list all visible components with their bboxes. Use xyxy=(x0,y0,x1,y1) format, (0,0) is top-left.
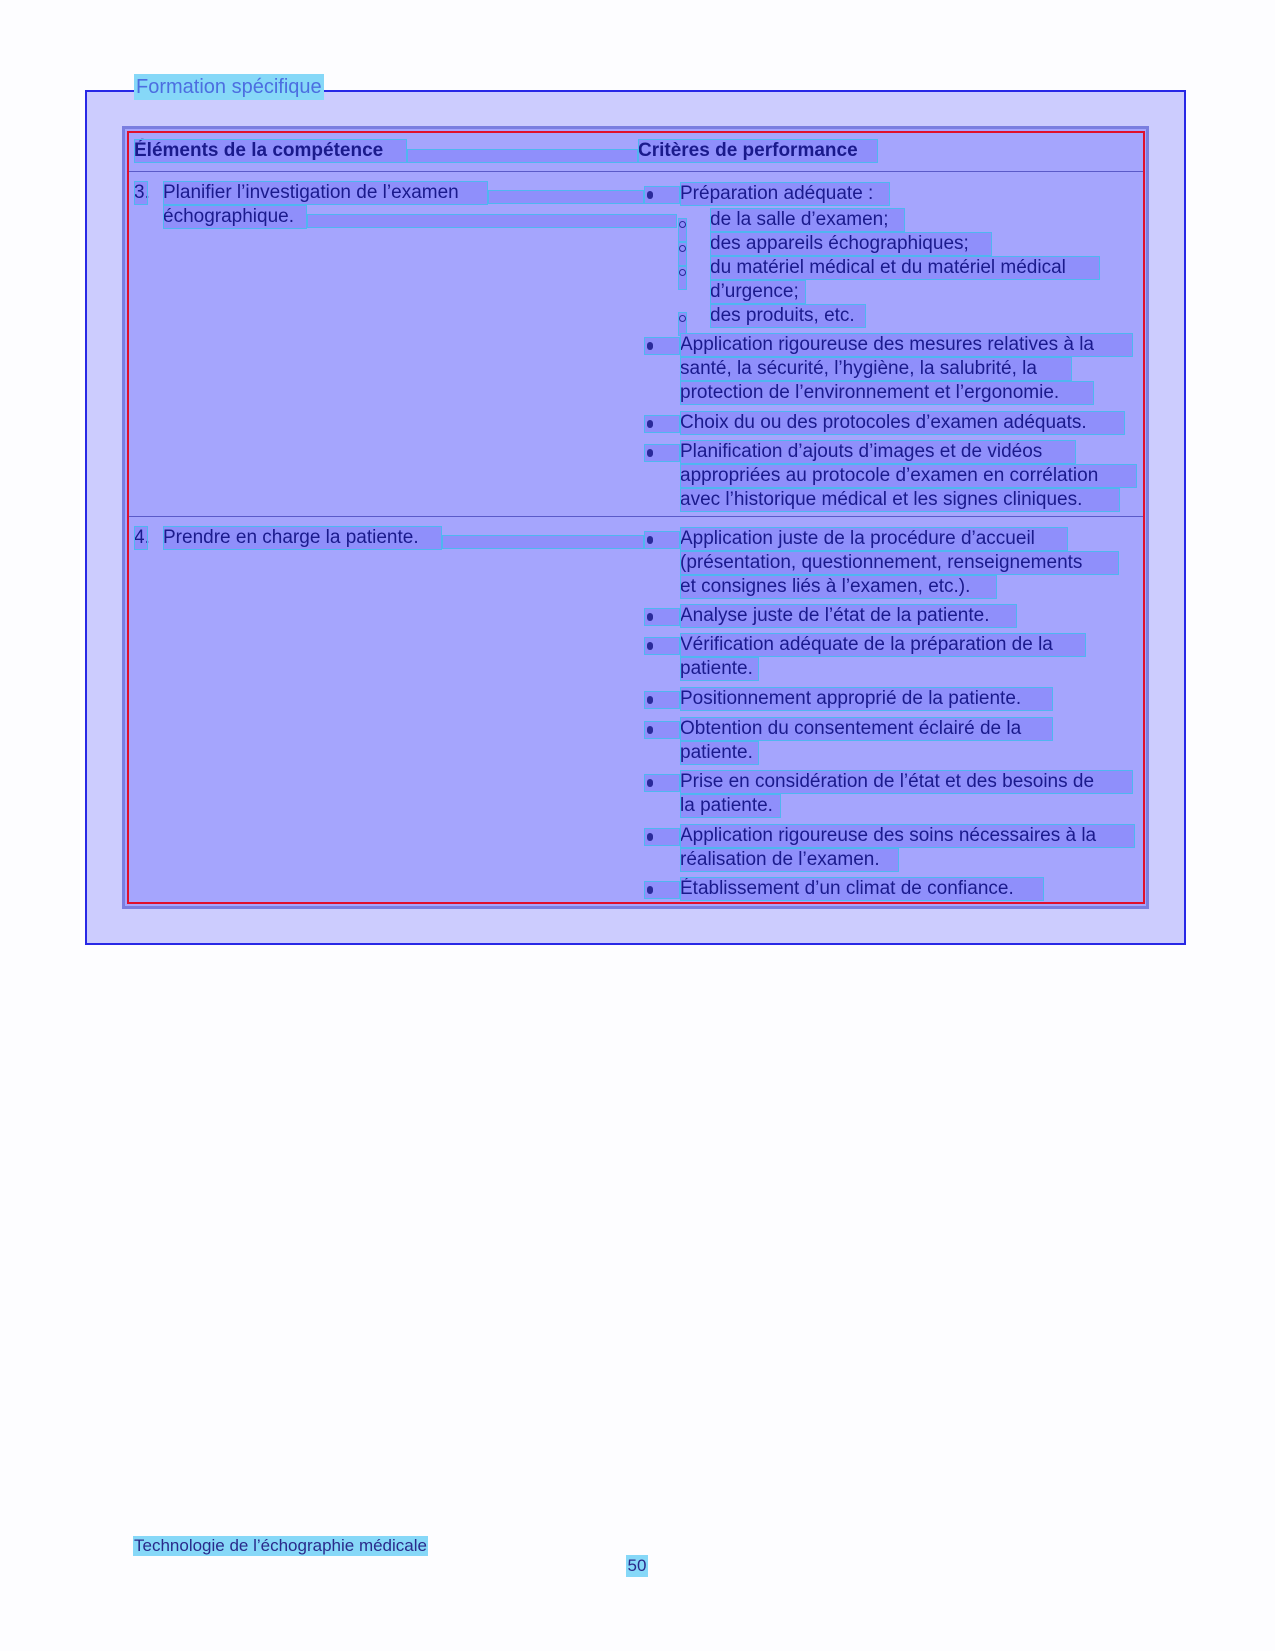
criterion-text: Application juste de la procédure d’accueil xyxy=(680,527,1068,551)
sub-item-text: des appareils échographiques; xyxy=(710,232,992,256)
criterion-text: appropriées au protocole d’examen en corrélation xyxy=(680,464,1137,488)
criterion-text: (présentation, questionnement, renseignements xyxy=(680,551,1119,575)
criterion-text: réalisation de l’examen. xyxy=(680,848,899,872)
criterion-text: et consignes liés à l’examen, etc.). xyxy=(680,575,997,599)
row-divider xyxy=(129,516,1143,517)
bullet-icon xyxy=(644,444,680,462)
col-header-elements: Éléments de la compétence xyxy=(134,139,407,163)
sub-item-text: des produits, etc. xyxy=(710,304,866,328)
element-text: échographique. xyxy=(163,205,307,229)
criterion-text: Prise en considération de l’état et des besoins de xyxy=(680,770,1133,794)
criterion-text: patiente. xyxy=(680,657,759,681)
element-text: Prendre en charge la patiente. xyxy=(163,526,442,550)
bullet-icon xyxy=(644,721,680,739)
sub-bullet-icon xyxy=(678,266,687,290)
sub-bullet-icon xyxy=(678,218,687,242)
bullet-icon xyxy=(644,608,680,626)
bullet-icon xyxy=(644,337,680,355)
criterion-text: avec l’historique médical et les signes cliniques. xyxy=(680,488,1120,512)
criterion-text: Obtention du consentement éclairé de la xyxy=(680,717,1053,741)
header-divider xyxy=(129,171,1143,172)
element-leader xyxy=(442,535,644,549)
bullet-icon xyxy=(644,691,680,709)
criterion-text: la patiente. xyxy=(680,794,781,818)
criterion-text: Application rigoureuse des soins nécessaires à la xyxy=(680,824,1135,848)
criterion-text: Établissement d’un climat de confiance. xyxy=(680,877,1044,901)
header-leader xyxy=(407,149,638,163)
bullet-icon xyxy=(644,531,680,549)
criterion-text: Positionnement approprié de la patiente. xyxy=(680,687,1053,711)
element-leader xyxy=(488,190,644,204)
criterion-text: santé, la sécurité, l’hygiène, la salubrité, la xyxy=(680,357,1072,381)
col-header-criteria: Critères de performance xyxy=(638,139,878,163)
criterion-text: Préparation adéquate : xyxy=(680,182,890,206)
element-number: 3. xyxy=(134,182,150,203)
criterion-text: Planification d’ajouts d’images et de vidéos xyxy=(680,440,1076,464)
element-number: 4. xyxy=(134,527,150,548)
sub-bullet-icon xyxy=(678,242,687,266)
criterion-text: Application rigoureuse des mesures relatives à la xyxy=(680,333,1133,357)
footer-title: Technologie de l’échographie médicale xyxy=(134,1536,427,1555)
criterion-text: Choix du ou des protocoles d’examen adéquats. xyxy=(680,411,1125,435)
sub-item-text: de la salle d’examen; xyxy=(710,208,905,232)
criterion-text: Analyse juste de l’état de la patiente. xyxy=(680,604,1017,628)
bullet-icon xyxy=(644,186,680,204)
bullet-icon xyxy=(644,881,680,899)
element-text: Planifier l’investigation de l’examen xyxy=(163,181,488,205)
bullet-icon xyxy=(644,774,680,792)
criterion-text: protection de l’environnement et l’ergonomie. xyxy=(680,381,1094,405)
page-number: 50 xyxy=(627,1556,647,1575)
section-title: Formation spécifique xyxy=(136,76,322,98)
bullet-icon xyxy=(644,637,680,655)
sub-item-text: d’urgence; xyxy=(710,280,806,304)
criterion-text: patiente. xyxy=(680,741,759,765)
bullet-icon xyxy=(644,828,680,846)
bullet-icon xyxy=(644,415,680,433)
element-leader xyxy=(307,214,677,228)
sub-item-text: du matériel médical et du matériel médical xyxy=(710,256,1100,280)
criterion-text: Vérification adéquate de la préparation de la xyxy=(680,633,1086,657)
